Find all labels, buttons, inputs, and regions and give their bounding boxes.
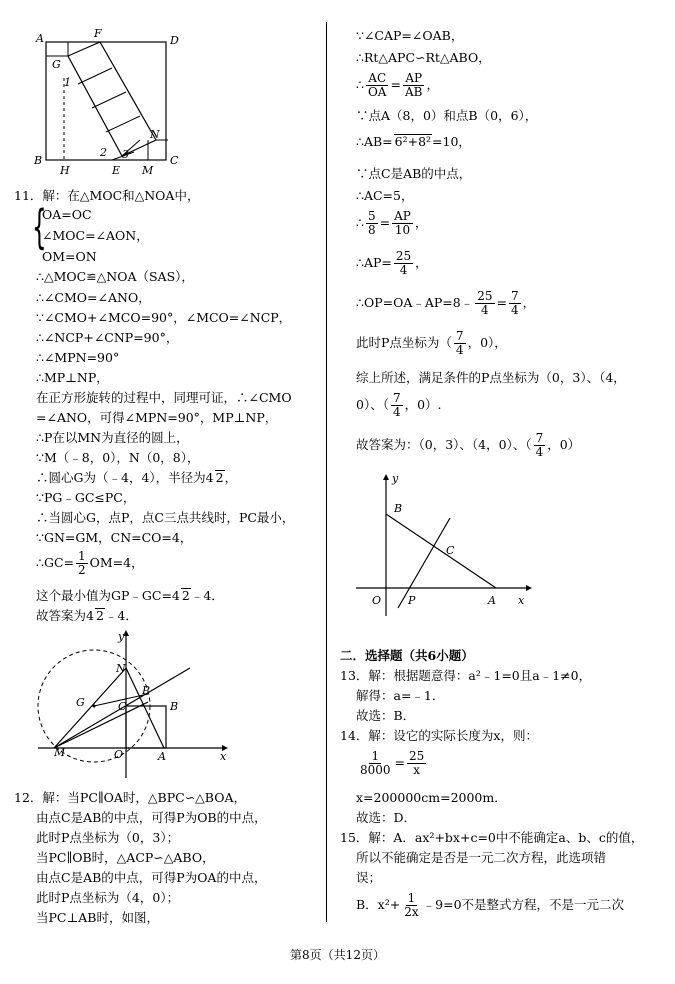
fraction — [403, 72, 424, 99]
q12-line: 由点C是AB的中点，可得P为OA的中点， — [36, 870, 267, 885]
q11-line: ∴MP⊥NP， — [36, 370, 109, 385]
q11-line — [36, 588, 224, 603]
fraction — [394, 250, 413, 277]
q11-line: ∵PG﹣GC≤PC， — [36, 490, 136, 505]
q14-line: 14．解：设它的实际长度为x，则： — [340, 728, 538, 743]
sqrt-value: 2 — [181, 588, 190, 603]
figure-point-label: C — [446, 544, 455, 557]
figure-point-label: H — [60, 164, 70, 177]
right-line — [356, 250, 428, 277]
sqrt-value: 6²+8² — [394, 134, 432, 149]
denominator: 4 — [535, 445, 544, 459]
text-part: ， — [522, 295, 536, 310]
fraction — [509, 290, 521, 317]
figure-point-label: F — [94, 28, 102, 40]
text-part: = — [496, 295, 507, 310]
q12-line: 此时P点坐标为（4，0）； — [36, 890, 180, 905]
fraction — [391, 392, 403, 419]
numerator: AP — [405, 71, 423, 85]
column-divider — [326, 22, 327, 922]
figure-point-label: M — [142, 164, 154, 177]
text-part: 故答案为4 — [36, 608, 94, 623]
numerator: 5 — [367, 209, 376, 223]
q12-line: 当PC⊥AB时，如图， — [36, 910, 159, 925]
denominator: 4 — [481, 303, 489, 317]
text-part: 此时P点坐标为（ — [356, 335, 452, 350]
figure-point-label: A — [158, 750, 166, 763]
fraction — [407, 750, 426, 777]
denominator: OA — [367, 85, 387, 99]
q13-line: 故选：B． — [356, 708, 416, 723]
denominator: 10 — [394, 223, 411, 237]
text-part: ， — [414, 215, 428, 230]
fraction — [366, 210, 378, 237]
denominator: 4 — [455, 343, 464, 357]
text-part: ∴GC= — [36, 555, 74, 570]
q11-line: ∵GN=GM，CN=CO=4， — [36, 530, 193, 545]
figure-point-label: O — [114, 748, 124, 761]
q11-system-line: OA=OC — [42, 207, 92, 222]
numerator: 7 — [392, 391, 401, 405]
denominator: 4 — [392, 405, 401, 419]
text-part: ∴ — [356, 77, 364, 92]
q11-line: ∴P在以MN为直径的圆上， — [36, 430, 189, 445]
figure-point-label: x — [518, 594, 525, 607]
text-part: = — [390, 77, 401, 92]
numerator: 1 — [371, 749, 380, 763]
triangle-axis-figure — [350, 468, 540, 618]
fraction — [392, 210, 413, 237]
q12-line: 当PC∥OB时，△ACP∽△ABO， — [36, 850, 215, 865]
right-line — [356, 432, 580, 459]
text-part: ﹣4． — [104, 608, 138, 623]
q12-line: 12．解：当PC∥OA时，△BPC∽△BOA， — [14, 790, 246, 805]
denominator: 4 — [399, 263, 408, 277]
figure-point-label: A — [488, 594, 496, 607]
right-line: ∴Rt△APC∽Rt△ABO， — [356, 50, 491, 65]
right-line: ∴AC=5， — [356, 188, 414, 203]
text-part: OM=4， — [89, 555, 144, 570]
q11-line: ∴∠MPN=90° — [36, 350, 120, 365]
figure-point-label: E — [112, 164, 121, 177]
numerator: 1 — [407, 891, 416, 905]
text-part: ，0）， — [467, 335, 507, 350]
numerator: 1 — [77, 549, 86, 563]
q11-line: ∴圆心G为（﹣4，4），半径为4 2， — [36, 470, 238, 485]
q13-line: 解得：a=﹣1． — [356, 688, 445, 703]
text-part: 故答案为：（0，3）、（4，0）、（ — [356, 437, 532, 452]
right-line — [356, 392, 442, 419]
right-line — [356, 210, 427, 237]
denominator: x — [413, 763, 421, 777]
text-part: ，0）. — [404, 397, 442, 412]
q11-line: 11．解：在△MOC和△NOA中， — [14, 188, 200, 203]
figure-point-label: 2 — [100, 146, 107, 159]
numerator: 25 — [409, 749, 425, 763]
text-part: ，0） — [547, 437, 581, 452]
figure-point-label: N — [150, 128, 160, 141]
text-part: ﹣9=0不是整式方程，不是一元二次 — [422, 897, 625, 912]
fraction — [366, 72, 389, 99]
figure-point-label: O — [372, 594, 382, 607]
denominator: 2 — [77, 563, 86, 577]
figure-point-label: G — [76, 696, 85, 709]
right-line — [356, 290, 535, 317]
denominator: 8000 — [360, 763, 391, 777]
figure-point-label: B — [170, 700, 179, 713]
right-line: 综上所述，满足条件的P点坐标为（0，3）、（4， — [356, 370, 626, 385]
fraction — [534, 432, 546, 459]
q15-line: 所以不能确定是否是一元二次方程，此选项错 — [356, 850, 607, 865]
square-rotation-figure — [30, 28, 180, 178]
figure-point-label: A — [36, 32, 44, 45]
q14-line: x=200000cm=2000m． — [356, 790, 507, 805]
q11-line: ∵∠CMO+∠MCO=90°，∠MCO=∠NCP， — [36, 310, 292, 325]
numerator: 7 — [535, 431, 544, 445]
text-part: = — [379, 215, 391, 230]
denominator: AB — [404, 85, 423, 99]
q11-line — [36, 608, 138, 623]
text-part: ∴AP= — [356, 255, 392, 270]
text-part: ∴OP=OA﹣AP=8﹣ — [356, 295, 474, 310]
q11-line: =∠ANO，可得∠MPN=90°，MP⊥NP， — [36, 410, 278, 425]
text-part: ， — [426, 77, 439, 92]
q12-line: 由点C是AB的中点，可得P为OB的中点， — [36, 810, 267, 825]
right-line: ∵点C是AB的中点， — [356, 166, 472, 181]
fraction — [358, 750, 393, 777]
q12-line: 此时P点坐标为（0，3）； — [36, 830, 180, 845]
figure-point-label: N — [116, 662, 126, 675]
q14-line — [356, 750, 428, 777]
fraction — [402, 892, 420, 919]
circle-geometry-figure — [30, 628, 230, 780]
q13-line: 13．解：根据题意得：a²﹣1=0且a﹣1≠0， — [340, 668, 592, 683]
text-part: ﹣4． — [190, 588, 224, 603]
q15-line — [356, 892, 624, 919]
right-line — [356, 330, 507, 357]
numerator: 7 — [455, 329, 464, 343]
figure-point-label: B — [34, 154, 43, 167]
figure-point-label: 3 — [122, 148, 129, 161]
system-brace: { — [32, 200, 47, 254]
right-line: ∵∠CAP=∠OAB， — [356, 28, 464, 43]
fraction — [76, 550, 88, 577]
text-part: ∴ — [356, 215, 364, 230]
q11-system-line: ∠MOC=∠AON， — [42, 228, 149, 243]
q15-line: 误； — [356, 870, 382, 885]
figure-point-label: C — [118, 700, 127, 713]
denominator: 8 — [367, 223, 376, 237]
sqrt-value: 2 — [215, 470, 224, 485]
right-line: ∵点A（8，0）和点B（0，6）， — [356, 108, 538, 123]
numerator: 7 — [511, 289, 519, 303]
q11-line: ∴△MOC≌△NOA（SAS）， — [36, 269, 194, 284]
sqrt-value: 2 — [95, 608, 104, 623]
right-line — [356, 134, 471, 149]
text-part: 0）、（ — [356, 397, 389, 412]
numerator: 25 — [477, 289, 493, 303]
denominator: 2x — [404, 905, 419, 919]
q11-line: ∴当圆心G，点P，点C三点共线时，PC最小， — [36, 510, 295, 525]
figure-point-label: C — [170, 154, 179, 167]
figure-point-label: 1 — [64, 76, 71, 89]
figure-point-label: y — [392, 472, 399, 485]
q14-line: 故选：D． — [356, 810, 417, 825]
q11-line: ∴∠NCP+∠CNP=90°， — [36, 330, 179, 345]
q11-system-line: OM=ON — [42, 249, 97, 264]
figure-point-label: D — [170, 34, 179, 47]
text-part: = — [394, 755, 406, 770]
q11-line: 在正方形旋转的过程中，同理可证，∴∠CMO — [36, 390, 292, 405]
text-part: =10， — [432, 134, 471, 149]
fraction — [475, 290, 494, 317]
text-part: ， — [415, 255, 428, 270]
numerator: AC — [368, 71, 387, 85]
denominator: 4 — [511, 303, 519, 317]
figure-point-label: P — [408, 594, 416, 607]
text-part: 这个最小值为GP﹣GC=4 — [36, 588, 180, 603]
right-line — [356, 72, 439, 99]
q11-line: ∴∠CMO=∠ANO， — [36, 290, 151, 305]
text-part: ∴圆心G为（﹣4，4），半径为4 — [36, 470, 214, 485]
page-footer: 第8页（共12页） — [290, 948, 385, 962]
text-part: B．x²+ — [356, 897, 401, 912]
q11-line: ∵M（﹣8，0），N（0，8）， — [36, 450, 200, 465]
figure-point-label: M — [54, 746, 66, 759]
figure-point-label: G — [52, 58, 61, 71]
figure-point-label: x — [220, 750, 227, 763]
text-part: ∴AB= — [356, 134, 393, 149]
q15-line: 15．解：A．ax²+bx+c=0中不能确定a、b、c的值， — [340, 830, 644, 845]
figure-point-label: B — [394, 502, 403, 515]
figure-point-label: P — [142, 684, 150, 697]
figure-point-label: y — [118, 630, 125, 643]
numerator: 25 — [395, 249, 412, 263]
fraction — [454, 330, 466, 357]
numerator: AP — [394, 209, 411, 223]
section-heading: 二．选择题（共6小题） — [340, 648, 474, 663]
q11-line — [36, 550, 144, 577]
